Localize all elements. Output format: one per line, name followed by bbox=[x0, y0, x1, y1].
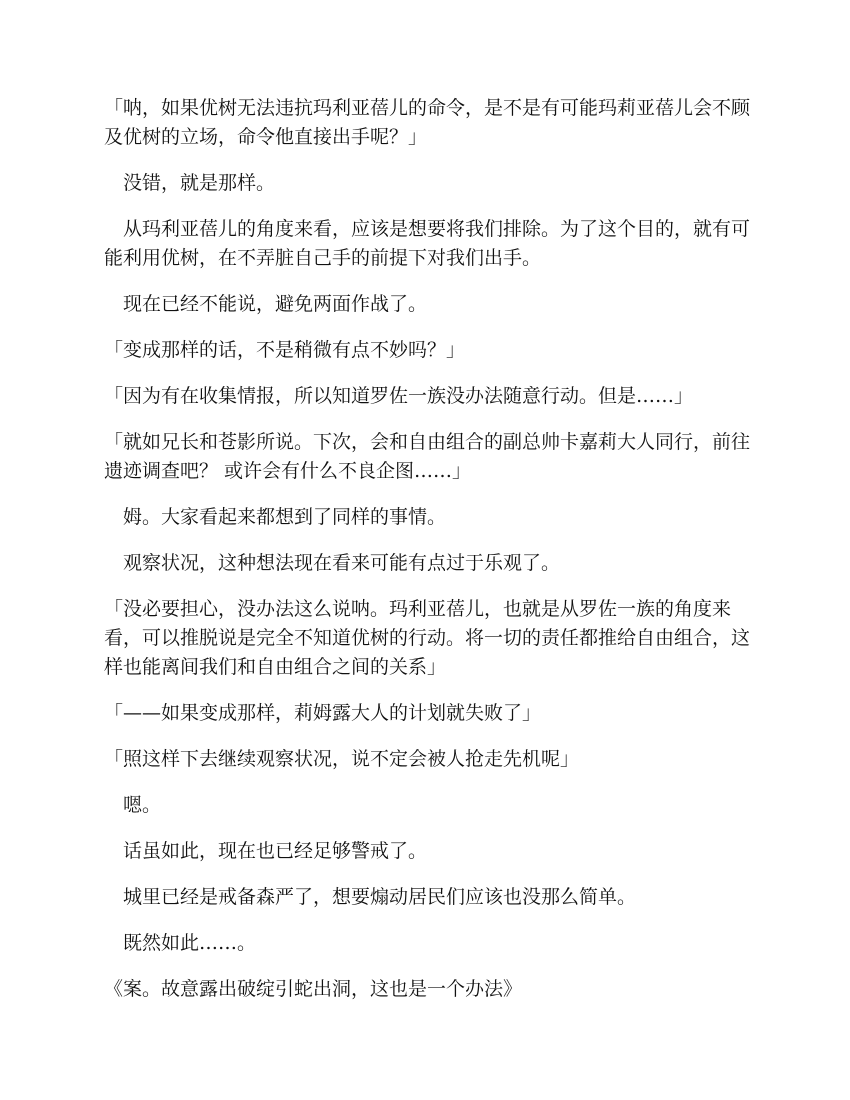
paragraph-6: 「因为有在收集情报，所以知道罗佐一族没办法随意行动。但是……」 bbox=[104, 385, 694, 407]
paragraph-12: 「照这样下去继续观察状况，说不定会被人抢走先机呢」 bbox=[104, 748, 580, 770]
paragraph-2: 没错，就是那样。 bbox=[104, 172, 276, 194]
paragraph-9: 观察状况，这种想法现在看来可能有点过于乐观了。 bbox=[104, 552, 561, 574]
paragraph-8: 姆。大家看起来都想到了同样的事情。 bbox=[104, 506, 447, 528]
paragraph-5: 「变成那样的话，不是稍微有点不妙吗？」 bbox=[104, 339, 466, 361]
paragraph-4: 现在已经不能说，避免两面作战了。 bbox=[104, 293, 428, 315]
paragraph-17: 《案。故意露出破绽引蛇出洞，这也是一个办法》 bbox=[104, 978, 523, 1000]
paragraph-16: 既然如此……。 bbox=[104, 932, 257, 954]
paragraph-11: 「——如果变成那样，莉姆露大人的计划就失败了」 bbox=[104, 702, 542, 724]
paragraph-13: 嗯。 bbox=[104, 794, 162, 816]
paragraph-1: 「呐，如果优树无法违抗玛利亚蓓儿的命令，是不是有可能玛莉亚蓓儿会不顾及优树的立场，命令他直接出手呢？」 bbox=[104, 97, 751, 148]
paragraph-7: 「就如兄长和苍影所说。下次，会和自由组合的副总帅卡嘉莉大人同行，前往遗迹调查吧？ 或许会有什么不良企图……」 bbox=[104, 431, 751, 482]
paragraph-14: 话虽如此，现在也已经足够警戒了。 bbox=[104, 840, 428, 862]
paragraph-3: 从玛利亚蓓儿的角度来看，应该是想要将我们排除。为了这个目的，就有可能利用优树，在不弄脏自己手的前提下对我们出手。 bbox=[104, 218, 751, 269]
paragraph-15: 城里已经是戒备森严了，想要煽动居民们应该也没那么简单。 bbox=[104, 886, 637, 908]
paragraph-10: 「没必要担心，没办法这么说呐。玛利亚蓓儿，也就是从罗佐一族的角度来看，可以推脱说是完全不知道优树的行动。将一切的责任都推给自由组合，这样也能离间我们和自由组合之间的关系」 bbox=[104, 598, 751, 678]
document-page bbox=[104, 94, 756, 1021]
